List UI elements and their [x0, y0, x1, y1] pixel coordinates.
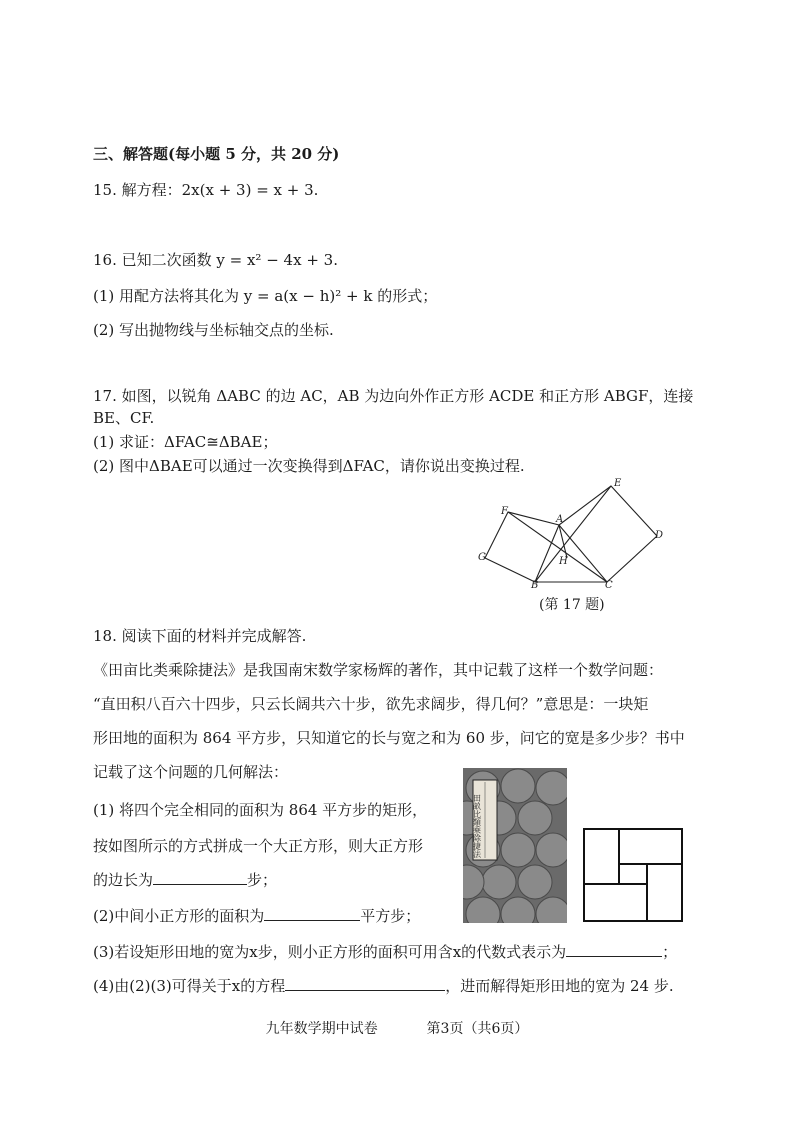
rectangle-4 — [584, 884, 647, 921]
segment-be — [535, 486, 611, 582]
question-18-part4 — [93, 976, 674, 996]
question-18-stem: 18. 阅读下面的材料并完成解答. — [93, 627, 307, 645]
question-17-stem-line2: BE、CF. — [93, 409, 155, 427]
part4-suffix: ，进而解得矩形田地的宽为 24 步. — [445, 977, 674, 995]
label-g: G — [478, 552, 486, 563]
question-18-material-line1: 《田亩比类乘除捷法》是我国南宋数学家杨辉的著作，其中记载了这样一个数学问题： — [93, 661, 664, 679]
question-17-part1: (1) 求证：ΔFAC≅ΔBAE； — [93, 433, 278, 451]
question-16-stem: 16. 已知二次函数 y = x² − 4x + 3. — [93, 251, 338, 269]
rectangle-3 — [647, 864, 682, 921]
question-18-part1-line2: 按如图所示的方式拼成一个大正方形，则大正方形 — [93, 837, 424, 855]
question-18-material-line3: 形田地的面积为 864 平方步，只知道它的长与宽之和为 60 步，问它的宽是多少步？书中 — [93, 729, 685, 747]
small-center-square — [619, 864, 647, 884]
label-f: F — [501, 506, 508, 517]
question-17-stem-line1: 17. 如图，以锐角 ΔABC 的边 AC，AB 为边向外作正方形 ACDE 和正方形 ABGF，连接 — [93, 387, 694, 405]
rectangle-2 — [619, 829, 682, 864]
part1-line3-prefix: 的边长为 — [93, 871, 154, 889]
footer-exam-title: 九年数学期中试卷 — [265, 1021, 378, 1037]
label-h: H — [559, 556, 568, 567]
label-a: A — [556, 514, 564, 525]
page-footer — [0, 1018, 794, 1038]
question-18-part2 — [93, 906, 420, 926]
question-18-material-line4: 记载了这个问题的几何解法： — [93, 763, 289, 781]
question-16-part2: (2) 写出抛物线与坐标轴交点的坐标. — [93, 321, 334, 339]
part1-line3-suffix: 步； — [247, 871, 278, 889]
answer-blank-equation[interactable] — [285, 976, 445, 991]
four-rectangles-figure — [583, 828, 683, 922]
answer-blank-expression[interactable] — [566, 942, 662, 957]
label-b: B — [531, 580, 539, 590]
question-18-part3 — [93, 942, 677, 962]
footer-page-number: 第3页（共6页） — [426, 1021, 529, 1037]
part2-suffix: 平方步； — [360, 907, 421, 925]
question-18-part1-line1: (1) 将四个完全相同的面积为 864 平方步的矩形， — [93, 801, 428, 819]
question-16-part1: (1) 用配方法将其化为 y = a(x − h)² + k 的形式； — [93, 287, 438, 305]
geometry-figure-17 — [475, 478, 675, 590]
part3-suffix: ； — [662, 943, 678, 961]
book-cover-photo — [463, 768, 567, 923]
label-c: C — [605, 580, 613, 590]
rectangle-1 — [584, 829, 619, 884]
answer-blank-side-length[interactable] — [153, 870, 247, 885]
part4-prefix: (4)由(2)(3)可得关于x的方程 — [93, 977, 286, 995]
book-title-text: 田畝比類乘除捷法 — [472, 794, 482, 858]
section-heading: 三、解答题(每小题 5 分，共 20 分) — [93, 145, 340, 163]
label-d: D — [655, 530, 664, 541]
question-17-part2: (2) 图中ΔBAE可以通过一次变换得到ΔFAC，请你说出变换过程. — [93, 457, 525, 475]
part2-prefix: (2)中间小正方形的面积为 — [93, 907, 265, 925]
question-15: 15. 解方程：2x(x + 3) = x + 3. — [93, 181, 319, 199]
question-18-part1-line3 — [93, 870, 277, 890]
label-e: E — [614, 478, 622, 489]
question-18-material-line2: “直田积八百六十四步，只云长阔共六十步，欲先求阔步，得几何？”意思是：一块矩 — [93, 695, 649, 713]
answer-blank-small-square-area[interactable] — [264, 906, 360, 921]
figure-17-caption: (第 17 题) — [539, 597, 605, 613]
big-square — [584, 829, 682, 921]
part3-prefix: (3)若设矩形田地的宽为x步，则小正方形的面积可用含x的代数式表示为 — [93, 943, 567, 961]
